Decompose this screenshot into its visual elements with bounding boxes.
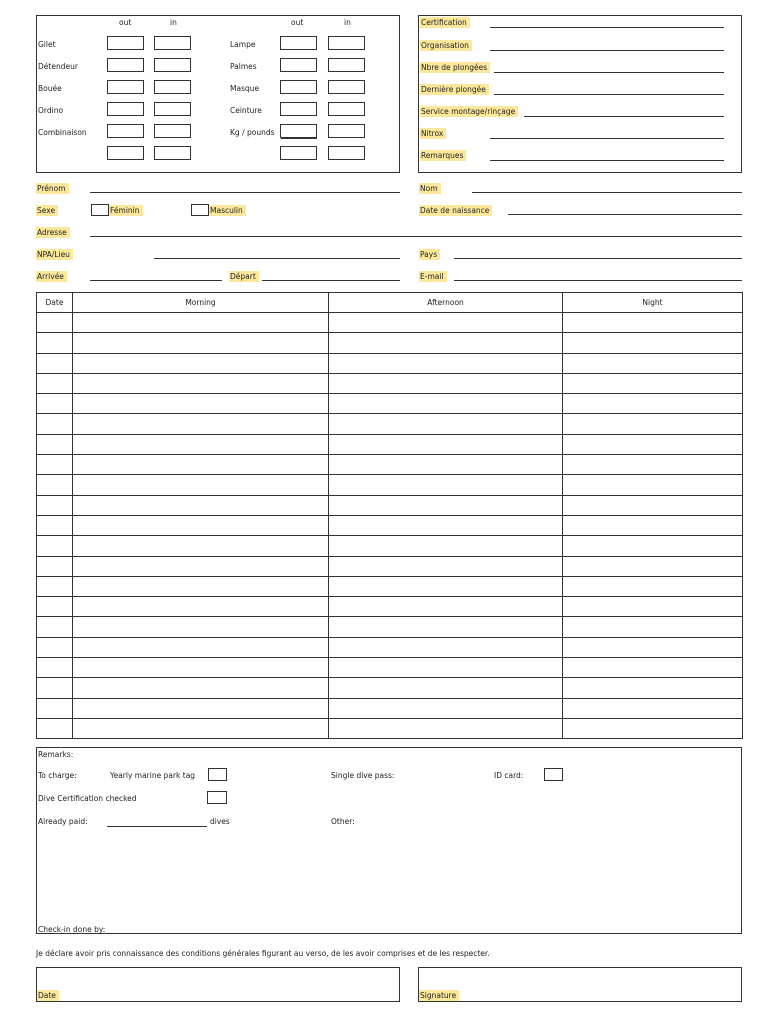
field-certification-label: Certification [420,17,470,28]
cell-night[interactable] [563,718,743,738]
equipment-left-out-header: out [119,18,132,27]
equipment-checkbox-right-out-row2[interactable] [280,58,317,72]
table-row [37,313,743,333]
table-row [37,718,743,738]
prenom-line[interactable] [90,192,400,193]
cell-morning[interactable] [73,333,329,353]
equipment-label-lampe: Lampe [230,40,256,49]
cell-date[interactable] [37,353,73,373]
npa-lieu-label: NPA/Lieu [36,249,73,260]
cell-night[interactable] [563,414,743,434]
equipment-checkbox-right-in-row4[interactable] [328,102,365,116]
equipment-checkbox-left-out-row5[interactable] [107,124,144,138]
date-naissance-label: Date de naissance [419,205,492,216]
dives-label: dives [210,817,230,826]
field-nitrox-label: Nitrox [420,128,446,139]
equipment-left-in-header: in [170,18,177,27]
equipment-checkbox-right-out-row6[interactable] [280,146,317,160]
table-row [37,556,743,576]
table-row [37,394,743,414]
table-row [37,597,743,617]
nom-label: Nom [419,183,441,194]
cell-night[interactable] [563,536,743,556]
cell-night[interactable] [563,678,743,698]
header-night: Night [563,293,743,313]
table-row [37,515,743,535]
schedule-header-row [37,293,743,313]
cell-night[interactable] [563,495,743,515]
cell-night[interactable] [563,353,743,373]
equipment-checkbox-right-out-row4[interactable] [280,102,317,116]
equipment-checkbox-left-in-row3[interactable] [154,80,191,94]
yearly-tag-label: Yearly marine park tag [110,771,196,780]
prenom-label: Prénom [36,183,69,194]
header-date: Date [37,293,73,313]
table-row [37,658,743,678]
cell-afternoon[interactable] [329,353,563,373]
depart-line[interactable] [262,280,400,281]
cell-afternoon[interactable] [329,617,563,637]
cell-night[interactable] [563,434,743,454]
cell-night[interactable] [563,617,743,637]
pays-label: Pays [419,249,440,260]
cell-night[interactable] [563,455,743,475]
footer-signature-label: Signature [419,990,459,1001]
table-row [37,455,743,475]
cell-night[interactable] [563,637,743,657]
equipment-checkbox-left-out-row6[interactable] [107,146,144,160]
equipment-checkbox-right-in-row5[interactable] [328,124,365,138]
equipment-label-palmes: Palmes [230,62,257,71]
table-row [37,698,743,718]
feminin-checkbox[interactable] [91,204,109,216]
cell-morning[interactable] [73,475,329,495]
cell-night[interactable] [563,556,743,576]
other-label: Other: [331,817,355,826]
cell-afternoon[interactable] [329,373,563,393]
equipment-label-bouee: Bouée [38,84,62,93]
equipment-checkbox-right-in-row2[interactable] [328,58,365,72]
date-naissance-line[interactable] [508,214,742,215]
email-label: E-mail [419,271,447,282]
cell-date[interactable] [37,556,73,576]
equipment-label-ordino: Ordino [38,106,64,115]
cell-morning[interactable] [73,353,329,373]
field-remarques-label: Remarques [420,150,466,161]
field-certification-line[interactable] [490,27,724,28]
field-derniere-plongee-label: Dernière plongée [420,84,489,95]
cert-checked-label: Dive Certification checked [38,794,137,803]
footer-date-label: Date [37,990,59,1001]
pays-line[interactable] [454,258,742,259]
cell-afternoon[interactable] [329,536,563,556]
cell-date[interactable] [37,455,73,475]
equipment-label-combinaison: Combinaison [38,128,87,137]
already-paid-label: Already paid: [38,817,88,826]
table-row [37,353,743,373]
schedule-table [36,292,743,739]
field-derniere-plongee-line[interactable] [494,94,724,95]
cell-morning[interactable] [73,434,329,454]
masculin-label: Masculin [209,205,246,216]
already-paid-line[interactable] [107,826,207,827]
cell-date[interactable] [37,698,73,718]
sexe-label: Sexe [36,205,58,216]
cell-night[interactable] [563,394,743,414]
table-row [37,495,743,515]
cell-afternoon[interactable] [329,698,563,718]
table-row [37,617,743,637]
arrivee-label: Arrivée [36,271,67,282]
equipment-checkbox-right-in-row6[interactable] [328,146,365,160]
cell-afternoon[interactable] [329,394,563,414]
equipment-checkbox-left-in-row1[interactable] [154,36,191,50]
cell-morning[interactable] [73,678,329,698]
equipment-label-detendeur: Détendeur [38,62,78,71]
cell-morning[interactable] [73,414,329,434]
equipment-right-in-header: in [344,18,351,27]
header-morning: Morning [73,293,329,313]
equipment-checkbox-left-out-row2[interactable] [107,58,144,72]
cell-afternoon[interactable] [329,637,563,657]
cell-afternoon[interactable] [329,658,563,678]
cell-night[interactable] [563,597,743,617]
cell-date[interactable] [37,536,73,556]
equipment-checkbox-left-in-row5[interactable] [154,124,191,138]
to-charge-label: To charge: [38,771,77,780]
cell-morning[interactable] [73,313,329,333]
cell-night[interactable] [563,333,743,353]
table-row [37,576,743,596]
cell-date[interactable] [37,414,73,434]
arrivee-line[interactable] [90,280,222,281]
table-row [37,475,743,495]
cell-morning[interactable] [73,718,329,738]
equipment-right-out-header: out [291,18,304,27]
single-dive-label: Single dive pass: [331,771,395,780]
equipment-checkbox-right-out-row5[interactable] [280,124,317,138]
cell-afternoon[interactable] [329,495,563,515]
cell-night[interactable] [563,313,743,333]
equipment-checkbox-left-out-row4[interactable] [107,102,144,116]
field-organisation-label: Organisation [420,40,472,51]
table-row [37,434,743,454]
cell-date[interactable] [37,475,73,495]
equipment-label-masque: Masque [230,84,260,93]
cell-afternoon[interactable] [329,597,563,617]
cell-date[interactable] [37,373,73,393]
signature-box[interactable] [418,967,742,1002]
equipment-label-ceinture: Ceinture [230,106,262,115]
declaration-text: Je déclare avoir pris connaissance des conditions générales figurant au verso, de les avoir comprises et de les respecter. [36,949,490,958]
cell-afternoon[interactable] [329,556,563,576]
cell-afternoon[interactable] [329,414,563,434]
equipment-checkbox-left-in-row2[interactable] [154,58,191,72]
cell-date[interactable] [37,678,73,698]
cell-date[interactable] [37,495,73,515]
header-afternoon: Afternoon [329,293,563,313]
cell-night[interactable] [563,658,743,678]
field-nbre-plongees-line[interactable] [494,72,724,73]
table-row [37,637,743,657]
cell-night[interactable] [563,515,743,535]
field-remarques-line[interactable] [490,160,724,161]
cell-morning[interactable] [73,637,329,657]
cell-date[interactable] [37,718,73,738]
field-nitrox-line[interactable] [490,138,724,139]
cell-date[interactable] [37,394,73,414]
adresse-label: Adresse [36,227,70,238]
cell-date[interactable] [37,597,73,617]
cell-morning[interactable] [73,576,329,596]
depart-label: Départ [229,271,259,282]
masculin-checkbox[interactable] [191,204,209,216]
feminin-label: Féminin [109,205,143,216]
cell-morning[interactable] [73,373,329,393]
equipment-checkbox-right-out-row3[interactable] [280,80,317,94]
cell-night[interactable] [563,475,743,495]
equipment-checkbox-left-in-row6[interactable] [154,146,191,160]
field-service-montage-line[interactable] [524,116,724,117]
cell-night[interactable] [563,373,743,393]
cell-date[interactable] [37,576,73,596]
cell-morning[interactable] [73,394,329,414]
checkin-label: Check-in done by: [38,925,106,934]
equipment-checkbox-right-out-row1[interactable] [280,36,317,50]
table-row [37,678,743,698]
equipment-checkbox-left-out-row1[interactable] [107,36,144,50]
nom-line[interactable] [472,192,742,193]
cell-morning[interactable] [73,495,329,515]
equipment-label-gilet: Gilet [38,40,56,49]
equipment-checkbox-left-in-row4[interactable] [154,102,191,116]
cell-morning[interactable] [73,597,329,617]
cell-morning[interactable] [73,658,329,678]
cell-date[interactable] [37,617,73,637]
cell-morning[interactable] [73,617,329,637]
cell-afternoon[interactable] [329,333,563,353]
cell-date[interactable] [37,515,73,535]
remarks-title: Remarks: [38,750,74,759]
cell-night[interactable] [563,576,743,596]
cell-afternoon[interactable] [329,576,563,596]
field-organisation-line[interactable] [490,50,724,51]
cell-morning[interactable] [73,698,329,718]
cell-afternoon[interactable] [329,434,563,454]
field-service-montage-label: Service montage/rinçage [420,106,518,117]
npa-lieu-line[interactable] [154,258,400,259]
cell-morning[interactable] [73,556,329,576]
cell-afternoon[interactable] [329,475,563,495]
field-nbre-plongees-label: Nbre de plongées [420,62,490,73]
cell-morning[interactable] [73,515,329,535]
adresse-line[interactable] [90,236,742,237]
cell-afternoon[interactable] [329,718,563,738]
equipment-checkbox-right-in-row3[interactable] [328,80,365,94]
cell-afternoon[interactable] [329,455,563,475]
equipment-checkbox-right-in-row1[interactable] [328,36,365,50]
cell-date[interactable] [37,637,73,657]
cell-date[interactable] [37,333,73,353]
cell-morning[interactable] [73,455,329,475]
cell-night[interactable] [563,698,743,718]
id-card-checkbox[interactable] [544,768,563,781]
cell-afternoon[interactable] [329,678,563,698]
cell-date[interactable] [37,658,73,678]
table-row [37,333,743,353]
cell-afternoon[interactable] [329,515,563,535]
table-row [37,373,743,393]
cell-morning[interactable] [73,536,329,556]
yearly-tag-checkbox[interactable] [208,768,227,781]
email-line[interactable] [454,280,742,281]
cell-date[interactable] [37,313,73,333]
cell-afternoon[interactable] [329,313,563,333]
kg-pounds-underline [281,138,317,139]
cell-date[interactable] [37,434,73,454]
id-card-label: ID card: [494,771,524,780]
table-row [37,414,743,434]
table-row [37,536,743,556]
cert-checked-checkbox[interactable] [207,791,227,804]
equipment-checkbox-left-out-row3[interactable] [107,80,144,94]
date-signature-box[interactable] [36,967,400,1002]
equipment-label-kg-pounds: Kg / pounds [230,128,275,137]
